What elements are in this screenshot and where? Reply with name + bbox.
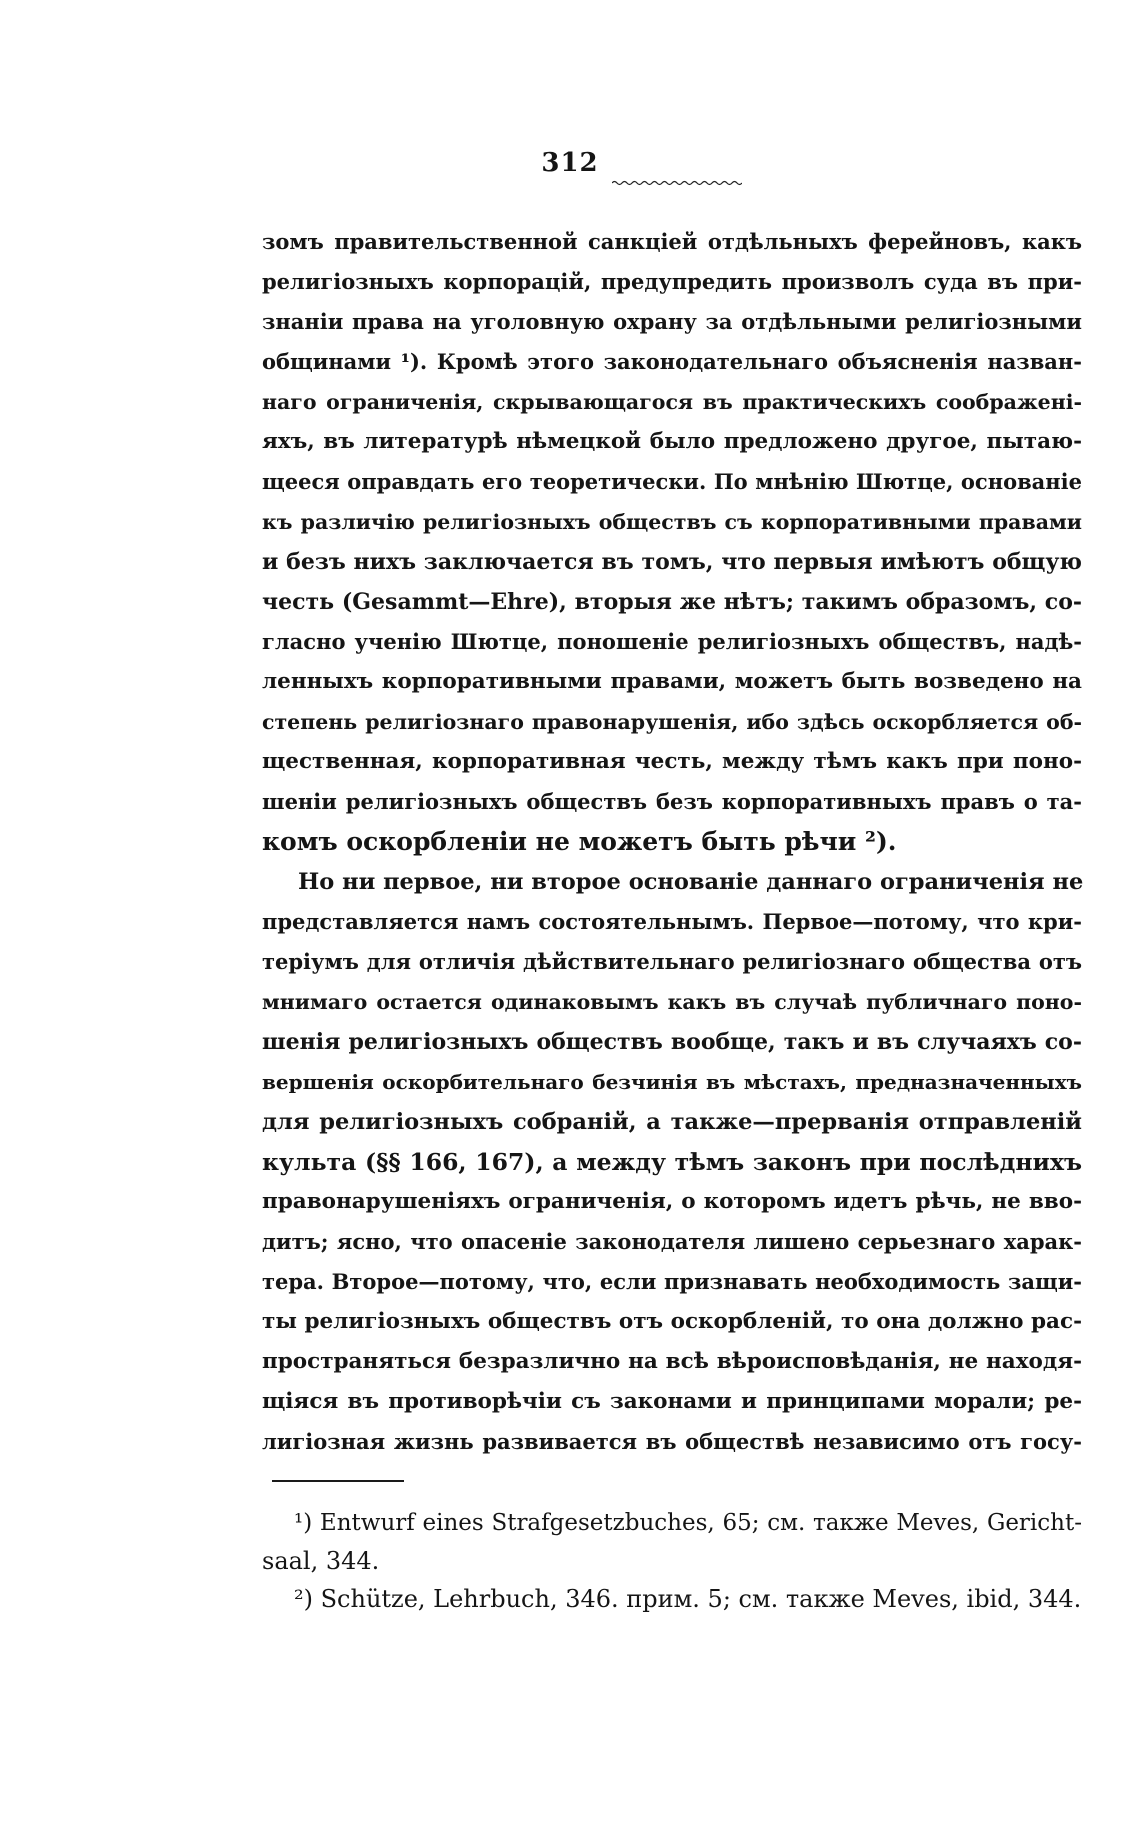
text-line: культа (§§ 166, 167), а между тѣмъ законъ при послѣднихъ — [262, 1148, 1082, 1176]
footnote — [262, 1504, 1082, 1580]
paragraph — [262, 862, 1082, 1462]
text-line: представляется намъ состоятельнымъ. Первое—потому, что кри- — [262, 909, 1082, 934]
text-line: и безъ нихъ заключается въ томъ, что первыя имѣютъ общую — [262, 549, 1082, 575]
footnote — [262, 1580, 1082, 1618]
text-line: тера. Второе—потому, что, если признавать необходимость защи- — [262, 1269, 1082, 1294]
text-line: правонарушеніяхъ ограниченія, о которомъ идетъ рѣчь, не вво- — [262, 1189, 1082, 1214]
text-line: лигіозная жизнь развивается въ обществѣ независимо отъ госу- — [262, 1429, 1082, 1454]
footnote-line: saal, 344. — [262, 1547, 380, 1575]
footnote-line: ¹) Entwurf eines Strafgesetzbuches, 65; см. также Meves, Gericht- — [294, 1510, 1082, 1536]
main-text — [262, 222, 1082, 1462]
text-line: къ различію религіозныхъ обществъ съ корпоративными правами — [262, 510, 1082, 534]
text-line: шеніи религіозныхъ обществъ безъ корпоративныхъ правъ о та- — [262, 789, 1082, 814]
text-line: зомъ правительственной санкціей отдѣльныхъ ферейновъ, какъ — [262, 229, 1082, 254]
footnote-divider — [272, 1480, 404, 1482]
footnote-line: ²) Schütze, Lehrbuch, 346. прим. 5; см. также Meves, ibid, 344. — [294, 1585, 1082, 1613]
paragraph — [262, 222, 1082, 862]
text-line: религіозныхъ корпорацій, предупредить произволъ суда въ при- — [262, 269, 1082, 294]
text-line: общинами ¹). Кромѣ этого законодательнаго объясненія назван- — [262, 349, 1082, 374]
text-line: яхъ, въ литературѣ нѣмецкой было предложено другое, пытаю- — [262, 429, 1082, 454]
footnotes — [262, 1504, 1082, 1618]
text-line: гласно ученію Шютце, поношеніе религіозныхъ обществъ, надѣ- — [262, 629, 1082, 654]
text-line: ты религіозныхъ обществъ отъ оскорбленій, то она должно рас- — [262, 1309, 1082, 1334]
text-line: знаніи права на уголовную охрану за отдѣльными религіозными — [262, 309, 1082, 334]
text-line: Но ни первое, ни второе основаніе даннаго ограниченія не — [298, 869, 1084, 895]
text-line: шенія религіозныхъ обществъ вообще, такъ и въ случаяхъ со- — [262, 1029, 1082, 1055]
text-line: теріумъ для отличія дѣйствительнаго религіознаго общества отъ — [262, 949, 1082, 974]
text-line: степень религіознаго правонарушенія, ибо здѣсь оскорбляется об- — [262, 710, 1082, 734]
text-line: щееся оправдать его теоретически. По мнѣнію Шютце, основаніе — [262, 469, 1082, 494]
text-line: пространяться безразлично на всѣ вѣроисповѣданія, не находя- — [262, 1349, 1082, 1374]
text-line: щіяся въ противорѣчіи съ законами и принципами морали; ре- — [262, 1389, 1082, 1414]
text-line: комъ оскорбленіи не можетъ быть рѣчи ²). — [262, 827, 897, 856]
text-line: для религіозныхъ собраній, а также—прерванія отправленій — [262, 1109, 1082, 1135]
page-number-wavy-rule — [612, 180, 742, 186]
text-line: щественная, корпоративная честь, между тѣмъ какъ при поно- — [262, 749, 1082, 774]
text-line: честь (Gesammt—Ehre), вторыя же нѣтъ; такимъ образомъ, со- — [262, 589, 1082, 615]
text-line: мнимаго остается одинаковымъ какъ въ случаѣ публичнаго поно- — [262, 990, 1082, 1014]
text-line: ленныхъ корпоративными правами, можетъ быть возведено на — [262, 669, 1082, 694]
text-line: вершенія оскорбительнаго безчинія въ мѣстахъ, предназначенныхъ — [262, 1070, 1082, 1094]
text-line: дитъ; ясно, что опасеніе законодателя лишено серьезнаго харак- — [262, 1229, 1082, 1254]
text-line: наго ограниченія, скрывающагося въ практическихъ соображені- — [262, 390, 1082, 414]
page-number: 312 — [541, 148, 599, 178]
